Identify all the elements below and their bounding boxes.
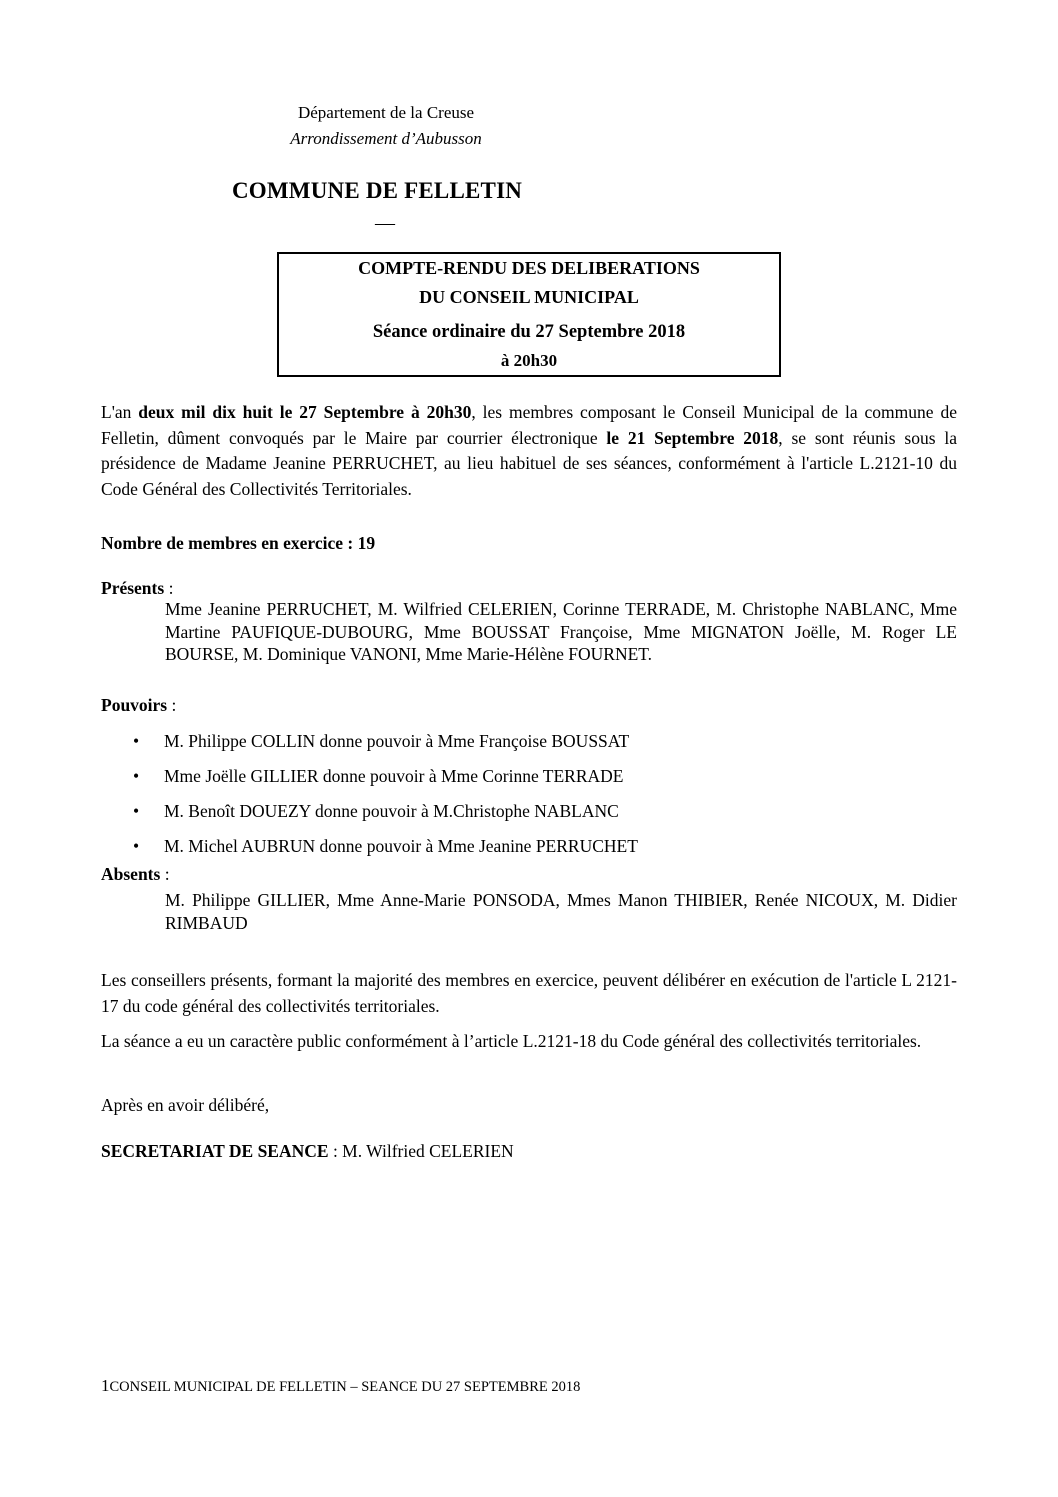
intro-date-bold: deux mil dix huit le 27 Septembre à 20h30	[138, 402, 472, 422]
list-item	[133, 729, 924, 764]
pouvoir-text: Mme Joëlle GILLIER donne pouvoir à Mme Corinne TERRADE	[164, 766, 624, 786]
absents-heading	[101, 862, 170, 886]
absents-colon: :	[160, 864, 170, 884]
members-count: Nombre de membres en exercice : 19	[101, 533, 376, 553]
quorum-paragraph: Les conseillers présents, formant la majorité des membres en exercice, peuvent délibérer en exécution de l'article L 2121-17 du code général des collectivités territoriales.	[101, 970, 957, 1016]
department-name: Département de la Creuse	[297, 103, 475, 122]
page-number: 1	[101, 1376, 110, 1395]
session-date: Séance ordinaire du 27 Septembre 2018	[372, 322, 686, 342]
pouvoirs-colon: :	[167, 695, 177, 715]
convocation-date-bold: le 21 Septembre 2018	[606, 427, 779, 448]
public-session-paragraph: La séance a eu un caractère public conformément à l’article L.2121-18 du Code général des collectivités territoriales.	[101, 1031, 922, 1051]
presents-colon: :	[164, 578, 174, 598]
presents-label: Présents	[101, 578, 165, 598]
intro-text-3: , se sont réunis sous la présidence de Madame Jeanine PERRUCHET, au lieu habituel de ses séances, conformément à l'article L.2121-10 du Code Général des Collectivités Territoriales.	[101, 427, 957, 499]
box-title-line-1: COMPTE-RENDU DES DELIBERATIONS	[358, 258, 700, 278]
deliberation-phrase: Après en avoir délibéré,	[101, 1095, 270, 1115]
list-item	[133, 799, 924, 834]
bullet-icon: •	[133, 836, 140, 856]
bullet-icon: •	[133, 766, 140, 786]
session-time: à 20h30	[500, 351, 558, 370]
presents-heading	[101, 576, 173, 600]
pouvoirs-label: Pouvoirs	[101, 695, 168, 715]
presents-list: Mme Jeanine PERRUCHET, M. Wilfried CELERIEN, Corinne TERRADE, M. Christophe NABLANC, Mme Martine PAUFIQUE-DUBOURG, Mme BOUSSAT Françoise, Mme MIGNATON Joëlle, M. Roger LE BOURSE, M. Dominique VANONI, Mme Marie-Hélène FOURNET.	[165, 599, 957, 664]
page-footer	[101, 1375, 580, 1398]
list-item	[133, 834, 924, 869]
intro-paragraph	[101, 400, 957, 502]
pouvoir-text: M. Michel AUBRUN donne pouvoir à Mme Jeanine PERRUCHET	[164, 836, 638, 856]
intro-text-2: , les membres composant le Conseil Municipal de la commune de Felletin, dûment convoqués par le Maire par courrier électronique	[101, 402, 957, 448]
pouvoirs-list	[133, 729, 924, 869]
arrondissement-name: Arrondissement d’Aubusson	[290, 129, 482, 148]
absents-label: Absents	[101, 864, 161, 884]
box-title-line-2: DU CONSEIL MUNICIPAL	[419, 287, 639, 307]
secretariat-label: SECRETARIAT DE SEANCE	[101, 1141, 329, 1161]
list-item	[133, 764, 924, 799]
commune-title: COMMUNE DE FELLETIN	[232, 178, 523, 203]
secretariat-line	[101, 1139, 514, 1163]
pouvoirs-heading	[101, 693, 176, 717]
title-dash: —	[375, 212, 395, 234]
deliberations-title-box	[277, 252, 781, 377]
secretariat-value: : M. Wilfried CELERIEN	[328, 1141, 514, 1161]
bullet-icon: •	[133, 731, 140, 751]
pouvoir-text: M. Philippe COLLIN donne pouvoir à Mme Françoise BOUSSAT	[164, 731, 630, 751]
absents-list: M. Philippe GILLIER, Mme Anne-Marie PONSODA, Mmes Manon THIBIER, Renée NICOUX, M. Didier RIMBAUD	[165, 890, 957, 933]
footer-text: CONSEIL MUNICIPAL DE FELLETIN – SEANCE DU 27 SEPTEMBRE 2018	[109, 1379, 581, 1395]
intro-text-1: L'an	[101, 402, 139, 422]
pouvoir-text: M. Benoît DOUEZY donne pouvoir à M.Christophe NABLANC	[164, 801, 619, 821]
bullet-icon: •	[133, 801, 140, 821]
